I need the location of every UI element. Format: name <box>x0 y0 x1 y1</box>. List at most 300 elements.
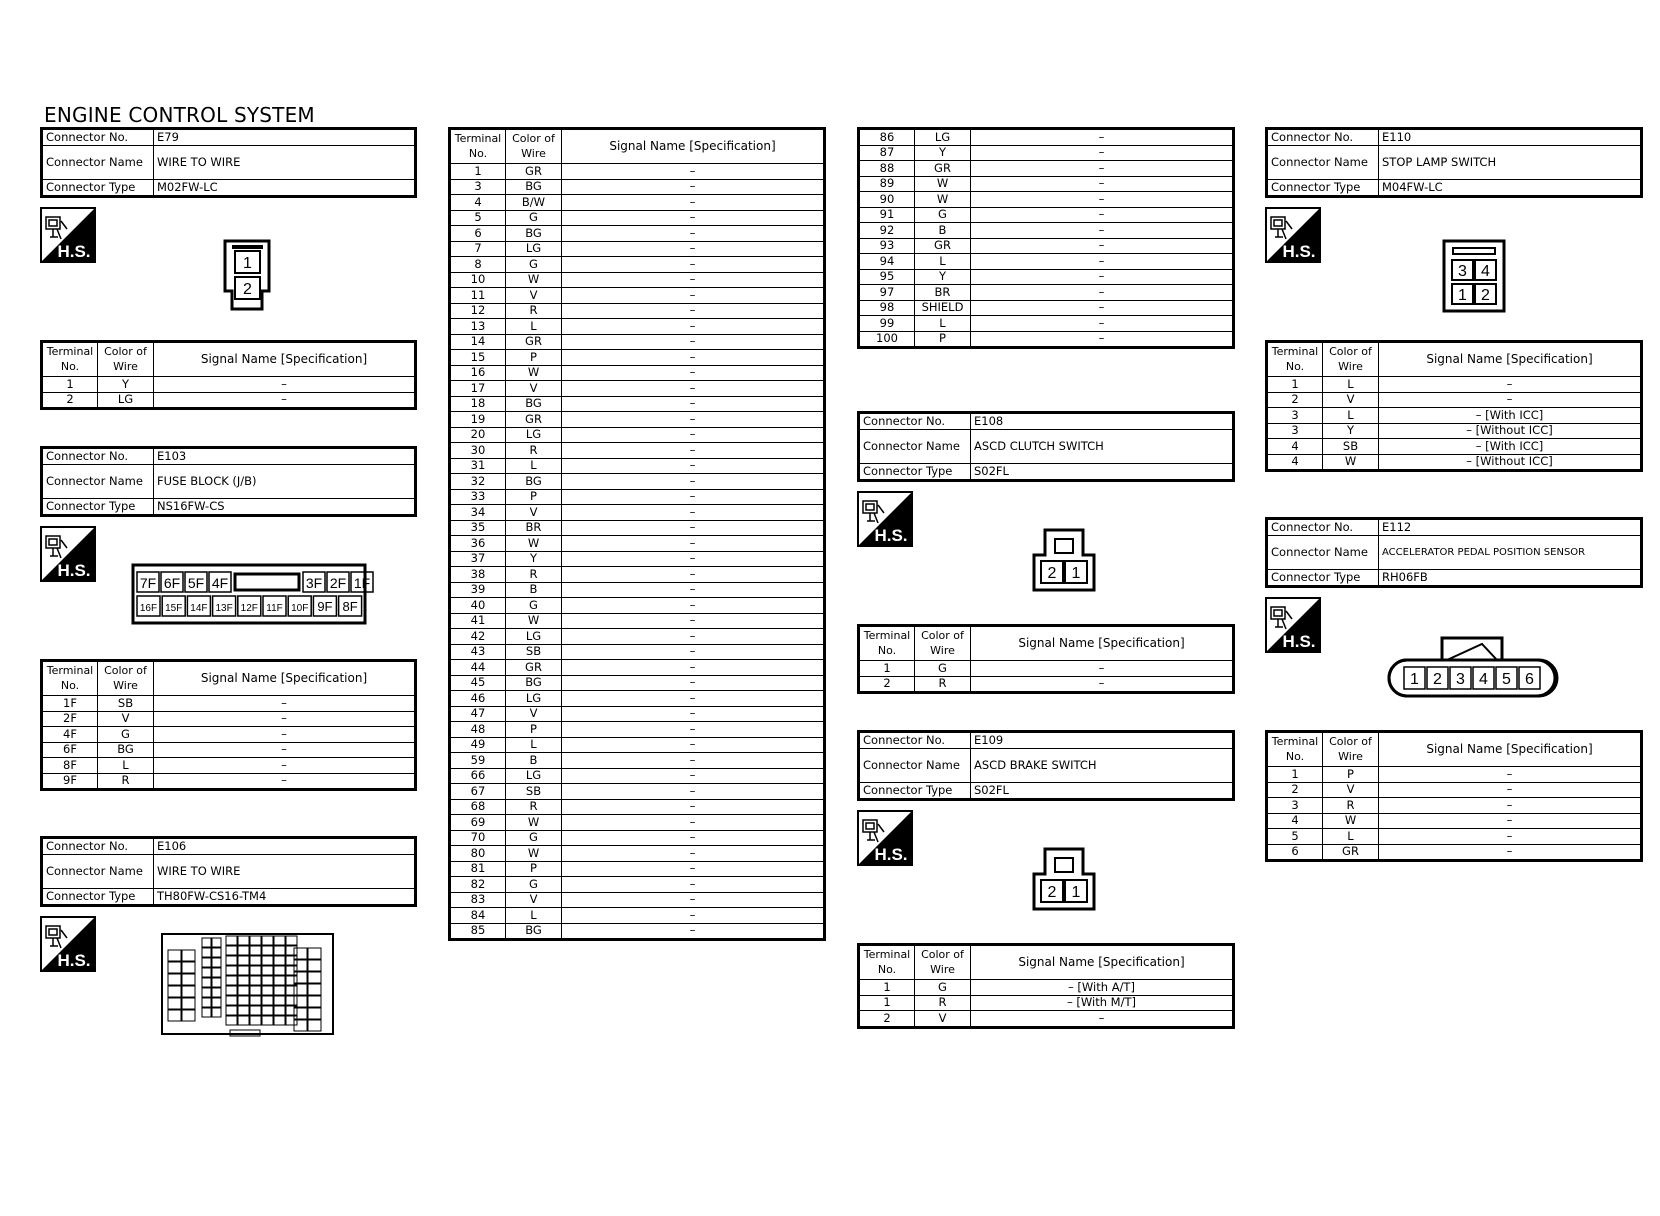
terminal-cell: 49 <box>450 737 506 753</box>
pin-label: 2 <box>243 281 252 298</box>
wire-color-cell: L <box>506 458 562 474</box>
connector-no-label: Connector No. <box>859 413 971 430</box>
terminal-cell: 37 <box>450 551 506 567</box>
wire-color-cell: W <box>506 536 562 552</box>
table-row <box>1267 767 1642 783</box>
wire-color-cell: W <box>506 613 562 629</box>
pin-cell <box>250 946 261 955</box>
terminal-cell: 11 <box>450 288 506 304</box>
signal-cell: – <box>562 505 825 521</box>
pin-label: 3F <box>305 575 323 591</box>
connector-type-label: Connector Type <box>42 180 154 197</box>
wire-color-cell: Y <box>506 551 562 567</box>
terminal-cell: 15 <box>450 350 506 366</box>
terminal-cell: 4F <box>42 727 98 743</box>
signal-cell: – <box>562 706 825 722</box>
harness-side-icon <box>1265 597 1321 653</box>
signal-cell: – <box>562 613 825 629</box>
table-row <box>450 908 825 924</box>
table-row <box>450 784 825 800</box>
terminal-no-header: Terminal No. <box>859 626 915 661</box>
signal-cell: – <box>971 661 1234 677</box>
pin-cell <box>202 988 211 997</box>
pin-cell <box>182 974 195 985</box>
table-row <box>450 210 825 226</box>
wire-color-cell: Y <box>98 377 154 393</box>
pin-cell <box>294 1008 307 1019</box>
signal-cell: – <box>562 164 825 180</box>
signal-cell: – <box>562 722 825 738</box>
pin-cell <box>202 998 211 1007</box>
hs-label: H.S. <box>874 526 908 545</box>
signal-cell: – <box>971 145 1234 161</box>
table-row <box>450 381 825 397</box>
signal-cell: – <box>562 334 825 350</box>
pin-cell <box>286 946 297 955</box>
terminal-cell: 94 <box>859 254 915 270</box>
signal-cell: – <box>562 861 825 877</box>
table-row <box>42 773 416 790</box>
wire-color-cell: LG <box>98 392 154 409</box>
terminal-cell: 3 <box>1267 798 1323 814</box>
terminal-cell: 69 <box>450 815 506 831</box>
terminal-cell: 1 <box>859 980 915 996</box>
pin-cell <box>212 978 221 987</box>
pin-cell <box>286 996 297 1005</box>
e112-connector-face <box>1387 634 1559 698</box>
pin-label: 4F <box>211 575 229 591</box>
table-row <box>450 644 825 660</box>
wire-color-cell: SB <box>506 644 562 660</box>
signal-cell: – <box>562 660 825 676</box>
wire-color-cell: LG <box>506 427 562 443</box>
terminal-cell: 3 <box>450 179 506 195</box>
table-row <box>859 285 1234 301</box>
table-row <box>1267 439 1642 455</box>
signal-cell: – <box>1379 392 1642 408</box>
signal-cell: – <box>154 758 416 774</box>
pin-cell <box>168 998 181 1009</box>
table-row <box>450 458 825 474</box>
pin-cell <box>168 962 181 973</box>
connector-name-label: Connector Name <box>1267 536 1379 570</box>
terminal-cell: 7 <box>450 241 506 257</box>
table-row <box>450 334 825 350</box>
pin-cell <box>274 1016 285 1025</box>
terminal-table <box>1265 730 1643 862</box>
signal-header: Signal Name [Specification] <box>562 129 825 164</box>
terminal-cell: 48 <box>450 722 506 738</box>
signal-cell: – <box>971 676 1234 693</box>
e79-terminals <box>40 340 417 410</box>
pin-cell <box>308 984 321 995</box>
table-row <box>450 303 825 319</box>
terminal-cell: 20 <box>450 427 506 443</box>
table-row <box>1267 377 1642 393</box>
pin-label: 1 <box>1458 287 1467 304</box>
connector-type-label: Connector Type <box>859 464 971 481</box>
terminal-cell: 83 <box>450 892 506 908</box>
signal-cell: – <box>1379 813 1642 829</box>
connector-no-value: E112 <box>1379 519 1642 536</box>
color-header: Color of Wire <box>915 626 971 661</box>
pin-cell <box>274 996 285 1005</box>
table-row <box>450 768 825 784</box>
pin-cell <box>226 1006 237 1015</box>
color-header: Color of Wire <box>98 661 154 696</box>
hs-label: H.S. <box>1282 242 1316 261</box>
terminal-no-header: Terminal No. <box>1267 342 1323 377</box>
table-row <box>1267 782 1642 798</box>
connector-no-label: Connector No. <box>1267 519 1379 536</box>
wire-color-cell: G <box>915 207 971 223</box>
terminal-cell: 45 <box>450 675 506 691</box>
signal-cell: – <box>562 598 825 614</box>
terminal-cell: 100 <box>859 331 915 348</box>
signal-cell: – <box>562 784 825 800</box>
pin-cell <box>262 986 273 995</box>
terminal-cell: 16 <box>450 365 506 381</box>
wire-color-cell: P <box>1323 767 1379 783</box>
wire-color-cell: L <box>1323 408 1379 424</box>
terminal-cell: 10 <box>450 272 506 288</box>
signal-cell: – <box>971 269 1234 285</box>
wire-color-cell: V <box>506 381 562 397</box>
pin-label: 2 <box>1481 287 1490 304</box>
terminal-table <box>857 943 1235 1029</box>
terminal-cell: 2 <box>859 1011 915 1028</box>
terminal-cell: 88 <box>859 161 915 177</box>
connector-no-value: E110 <box>1379 129 1642 146</box>
signal-cell: – <box>154 392 416 409</box>
pin-cell <box>238 976 249 985</box>
connector-no-label: Connector No. <box>42 448 154 465</box>
terminal-table <box>857 624 1235 694</box>
terminal-cell: 14 <box>450 334 506 350</box>
signal-cell: – <box>562 443 825 459</box>
terminal-cell: 6 <box>450 226 506 242</box>
table-row <box>450 675 825 691</box>
wire-color-cell: SB <box>506 784 562 800</box>
signal-cell: – <box>154 696 416 712</box>
pin-label: 13F <box>215 603 233 614</box>
pin-cell <box>226 986 237 995</box>
terminal-cell: 66 <box>450 768 506 784</box>
pin-cell <box>238 1016 249 1025</box>
table-row <box>42 696 416 712</box>
pin-label: 4 <box>1479 671 1488 688</box>
terminal-no-header: Terminal No. <box>1267 732 1323 767</box>
signal-cell: – <box>562 846 825 862</box>
signal-cell: – <box>562 737 825 753</box>
signal-cell: – [With M/T] <box>971 995 1234 1011</box>
signal-cell: – <box>971 207 1234 223</box>
wire-color-cell: LG <box>506 691 562 707</box>
terminal-cell: 86 <box>859 129 915 146</box>
signal-cell: – <box>562 892 825 908</box>
table-row <box>450 164 825 180</box>
terminal-no-header: Terminal No. <box>450 129 506 164</box>
signal-cell: – <box>562 675 825 691</box>
signal-cell: – <box>562 582 825 598</box>
signal-cell: – <box>971 238 1234 254</box>
table-row <box>450 443 825 459</box>
connector-name-label: Connector Name <box>42 855 154 889</box>
signal-cell: – <box>562 319 825 335</box>
pin-cell <box>250 966 261 975</box>
harness-side-icon <box>40 916 96 972</box>
connector-type-label: Connector Type <box>42 499 154 516</box>
table-row <box>1267 408 1642 424</box>
signal-cell: – <box>1379 782 1642 798</box>
pin-cell <box>262 1006 273 1015</box>
pin-label: 2F <box>329 575 347 591</box>
pin-label: 10F <box>291 603 309 614</box>
e108-info <box>857 411 1235 482</box>
hs-label: H.S. <box>1282 632 1316 651</box>
wire-color-cell: GR <box>506 660 562 676</box>
signal-cell: – <box>562 458 825 474</box>
table-row <box>450 815 825 831</box>
signal-cell: – <box>562 923 825 940</box>
pin-cell <box>274 956 285 965</box>
wire-color-cell: R <box>1323 798 1379 814</box>
table-row <box>1267 813 1642 829</box>
table-row <box>450 226 825 242</box>
terminal-cell: 1 <box>859 995 915 1011</box>
terminal-cell: 40 <box>450 598 506 614</box>
wire-color-cell: W <box>1323 454 1379 471</box>
terminal-cell: 1 <box>1267 767 1323 783</box>
table-row <box>450 846 825 862</box>
wire-color-cell: G <box>506 598 562 614</box>
signal-cell: – <box>562 768 825 784</box>
pin-cell <box>274 966 285 975</box>
terminal-cell: 1 <box>1267 377 1323 393</box>
terminal-table <box>1265 340 1643 472</box>
pin-cell <box>250 996 261 1005</box>
wire-color-cell: V <box>506 288 562 304</box>
pin-cell <box>182 1010 195 1021</box>
e103-info <box>40 446 417 517</box>
signal-cell: – [Without ICC] <box>1379 454 1642 471</box>
terminal-cell: 5 <box>450 210 506 226</box>
terminal-cell: 47 <box>450 706 506 722</box>
wire-color-cell: BG <box>506 396 562 412</box>
hs-label: H.S. <box>57 951 91 970</box>
wire-color-cell: P <box>915 331 971 348</box>
wire-color-cell: R <box>506 303 562 319</box>
signal-cell: – <box>154 711 416 727</box>
table-row <box>450 629 825 645</box>
terminal-cell: 2 <box>1267 392 1323 408</box>
signal-cell: – <box>562 830 825 846</box>
table-row <box>450 288 825 304</box>
wire-color-cell: V <box>1323 392 1379 408</box>
pin-cell <box>182 998 195 1009</box>
wire-color-cell: G <box>506 257 562 273</box>
terminal-cell: 87 <box>859 145 915 161</box>
pin-cell <box>202 1008 211 1017</box>
e106-connector-face <box>160 930 335 1040</box>
table-row <box>859 1011 1234 1028</box>
table-row <box>1267 844 1642 861</box>
wire-color-cell: BG <box>506 675 562 691</box>
signal-cell: – <box>562 195 825 211</box>
wire-color-cell: L <box>98 758 154 774</box>
table-row <box>859 980 1234 996</box>
e112-info <box>1265 517 1643 588</box>
wire-color-cell: P <box>506 722 562 738</box>
wire-color-cell: W <box>506 272 562 288</box>
pin-label: 2 <box>1047 884 1057 901</box>
terminal-cell: 5 <box>1267 829 1323 845</box>
pin-cell <box>286 936 297 945</box>
table-row <box>450 241 825 257</box>
wire-color-cell: Y <box>1323 423 1379 439</box>
hs-badge <box>1265 207 1321 263</box>
table-row <box>1267 454 1642 471</box>
pin-cell <box>308 1020 321 1031</box>
table-row <box>450 691 825 707</box>
wire-color-cell: GR <box>506 334 562 350</box>
signal-cell: – <box>154 742 416 758</box>
pin-cell <box>212 948 221 957</box>
connector-type-label: Connector Type <box>1267 180 1379 197</box>
table-row <box>450 892 825 908</box>
signal-header: Signal Name [Specification] <box>154 342 416 377</box>
terminal-cell: 70 <box>450 830 506 846</box>
connector-type-value: S02FL <box>971 464 1234 481</box>
e106-terminals-continued <box>857 127 1235 349</box>
wire-color-cell: R <box>506 567 562 583</box>
signal-cell: – <box>971 254 1234 270</box>
signal-cell: – <box>562 536 825 552</box>
harness-side-icon <box>857 810 913 866</box>
table-row <box>450 737 825 753</box>
wire-color-cell: G <box>506 210 562 226</box>
wire-color-cell: Y <box>915 269 971 285</box>
pin-label: 11F <box>266 603 283 614</box>
e109-info <box>857 730 1235 801</box>
signal-cell: – <box>562 799 825 815</box>
harness-side-icon <box>40 207 96 263</box>
pin-cell <box>182 986 195 997</box>
pin-label: 2 <box>1047 565 1057 582</box>
terminal-cell: 3 <box>1267 408 1323 424</box>
wire-color-cell: W <box>1323 813 1379 829</box>
pin-cell <box>250 1006 261 1015</box>
table-row <box>859 676 1234 693</box>
terminal-cell: 12 <box>450 303 506 319</box>
table-row <box>859 300 1234 316</box>
hs-badge <box>40 207 96 263</box>
pin-label: 16F <box>139 603 158 614</box>
pin-label: 1F <box>353 575 371 591</box>
table-row <box>450 350 825 366</box>
terminal-cell: 81 <box>450 861 506 877</box>
terminal-no-header: Terminal No. <box>42 661 98 696</box>
connector-type-label: Connector Type <box>42 889 154 906</box>
pin-cell <box>238 996 249 1005</box>
terminal-table <box>40 340 417 410</box>
wire-color-cell: BR <box>506 520 562 536</box>
pin-cell <box>226 1016 237 1025</box>
wire-color-cell: L <box>506 319 562 335</box>
table-row <box>450 923 825 940</box>
pin-cell <box>274 986 285 995</box>
terminal-cell: 9F <box>42 773 98 790</box>
wire-color-cell: V <box>98 711 154 727</box>
pin-cell <box>262 976 273 985</box>
pin-label: 1 <box>1071 565 1081 582</box>
terminal-cell: 95 <box>859 269 915 285</box>
pin-cell <box>212 1008 221 1017</box>
table-row <box>859 161 1234 177</box>
pin-cell <box>212 998 221 1007</box>
pin-cell <box>226 956 237 965</box>
terminal-cell: 84 <box>450 908 506 924</box>
harness-side-icon <box>857 491 913 547</box>
table-row <box>42 727 416 743</box>
terminal-cell: 43 <box>450 644 506 660</box>
wire-color-cell: W <box>915 176 971 192</box>
table-row <box>450 520 825 536</box>
terminal-cell: 13 <box>450 319 506 335</box>
connector-name-value: FUSE BLOCK (J/B) <box>154 465 416 499</box>
signal-cell: – <box>562 815 825 831</box>
pin-cell <box>262 956 273 965</box>
terminal-cell: 82 <box>450 877 506 893</box>
pin-cell <box>212 938 221 947</box>
terminal-cell: 59 <box>450 753 506 769</box>
table-row <box>42 377 416 393</box>
signal-cell: – <box>1379 377 1642 393</box>
signal-cell: – <box>562 489 825 505</box>
signal-cell: – <box>971 316 1234 332</box>
terminal-cell: 1 <box>42 377 98 393</box>
table-row <box>859 661 1234 677</box>
connector-name-value: WIRE TO WIRE <box>154 855 416 889</box>
pin-cell <box>238 936 249 945</box>
signal-cell: – <box>971 300 1234 316</box>
wire-color-cell: P <box>506 489 562 505</box>
wire-color-cell: V <box>1323 782 1379 798</box>
signal-cell: – <box>971 176 1234 192</box>
table-row <box>450 877 825 893</box>
table-row <box>450 613 825 629</box>
hs-label: H.S. <box>57 242 91 261</box>
terminal-cell: 2F <box>42 711 98 727</box>
pin-cell <box>262 996 273 1005</box>
connector-no-label: Connector No. <box>42 129 154 146</box>
signal-cell: – <box>562 412 825 428</box>
pin-cell <box>168 1010 181 1021</box>
terminal-cell: 33 <box>450 489 506 505</box>
table-row <box>450 412 825 428</box>
pin-cell <box>274 1006 285 1015</box>
wire-color-cell: BG <box>506 474 562 490</box>
wire-color-cell: BG <box>506 923 562 940</box>
signal-cell: – <box>562 691 825 707</box>
wire-color-cell: B <box>915 223 971 239</box>
signal-header: Signal Name [Specification] <box>971 626 1234 661</box>
wire-color-cell: LG <box>506 768 562 784</box>
hs-label: H.S. <box>874 845 908 864</box>
pin-cell <box>168 974 181 985</box>
signal-cell: – <box>562 272 825 288</box>
pin-label: 6 <box>1525 671 1534 688</box>
